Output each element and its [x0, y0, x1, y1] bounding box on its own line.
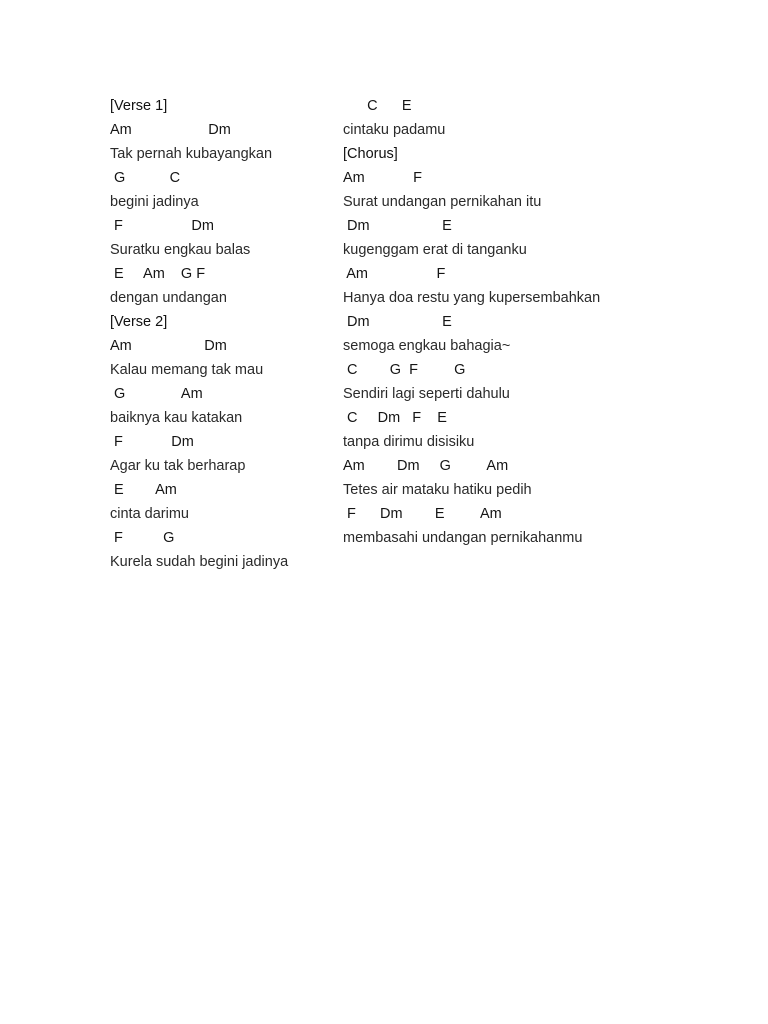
chord-line: G C — [110, 170, 181, 186]
lyric-line: Surat undangan pernikahan itu — [343, 194, 542, 210]
chord-line: F G — [110, 530, 175, 546]
section-heading: [Verse 2] — [110, 314, 168, 330]
lyric-line: membasahi undangan pernikahanmu — [343, 530, 583, 546]
section-heading: [Verse 1] — [110, 98, 168, 114]
chord-line: C E — [343, 98, 412, 114]
lyric-line: tanpa dirimu disisiku — [343, 434, 475, 450]
section-heading: [Chorus] — [343, 146, 398, 162]
chord-line: Am Dm G Am — [343, 458, 509, 474]
chord-line: Am F — [343, 170, 422, 186]
lyric-line: semoga engkau bahagia~ — [343, 338, 511, 354]
lyric-line: baiknya kau katakan — [110, 410, 243, 426]
lyric-line: Kalau memang tak mau — [110, 362, 264, 378]
lyric-line: Suratku engkau balas — [110, 242, 251, 258]
lyric-line: Tak pernah kubayangkan — [110, 146, 273, 162]
chord-line: Am Dm — [110, 338, 227, 354]
chord-line: F Dm — [110, 218, 214, 234]
lyric-line: cintaku padamu — [343, 122, 446, 138]
chord-line: C Dm F E — [343, 410, 447, 426]
lyric-line: cinta darimu — [110, 506, 189, 522]
lyric-line: Agar ku tak berharap — [110, 458, 246, 474]
chord-line: Dm E — [343, 314, 452, 330]
chord-line: G Am — [110, 386, 203, 402]
right-column — [343, 94, 673, 550]
chord-line: E Am G F — [110, 266, 206, 282]
chord-line: Am Dm — [110, 122, 231, 138]
left-column — [110, 94, 340, 574]
chord-line: Dm E — [343, 218, 452, 234]
chord-line: F Dm E Am — [343, 506, 502, 522]
chord-line: C G F G — [343, 362, 466, 378]
chord-line: Am F — [343, 266, 446, 282]
lyric-line: Hanya doa restu yang kupersembahkan — [343, 290, 601, 306]
lyric-line: Tetes air mataku hatiku pedih — [343, 482, 532, 498]
lyric-line: dengan undangan — [110, 290, 227, 306]
lyric-line: Kurela sudah begini jadinya — [110, 554, 289, 570]
lyric-line: Sendiri lagi seperti dahulu — [343, 386, 510, 402]
chord-line: F Dm — [110, 434, 194, 450]
lyric-line: kugenggam erat di tanganku — [343, 242, 527, 258]
chord-line: E Am — [110, 482, 177, 498]
lyric-line: begini jadinya — [110, 194, 199, 210]
